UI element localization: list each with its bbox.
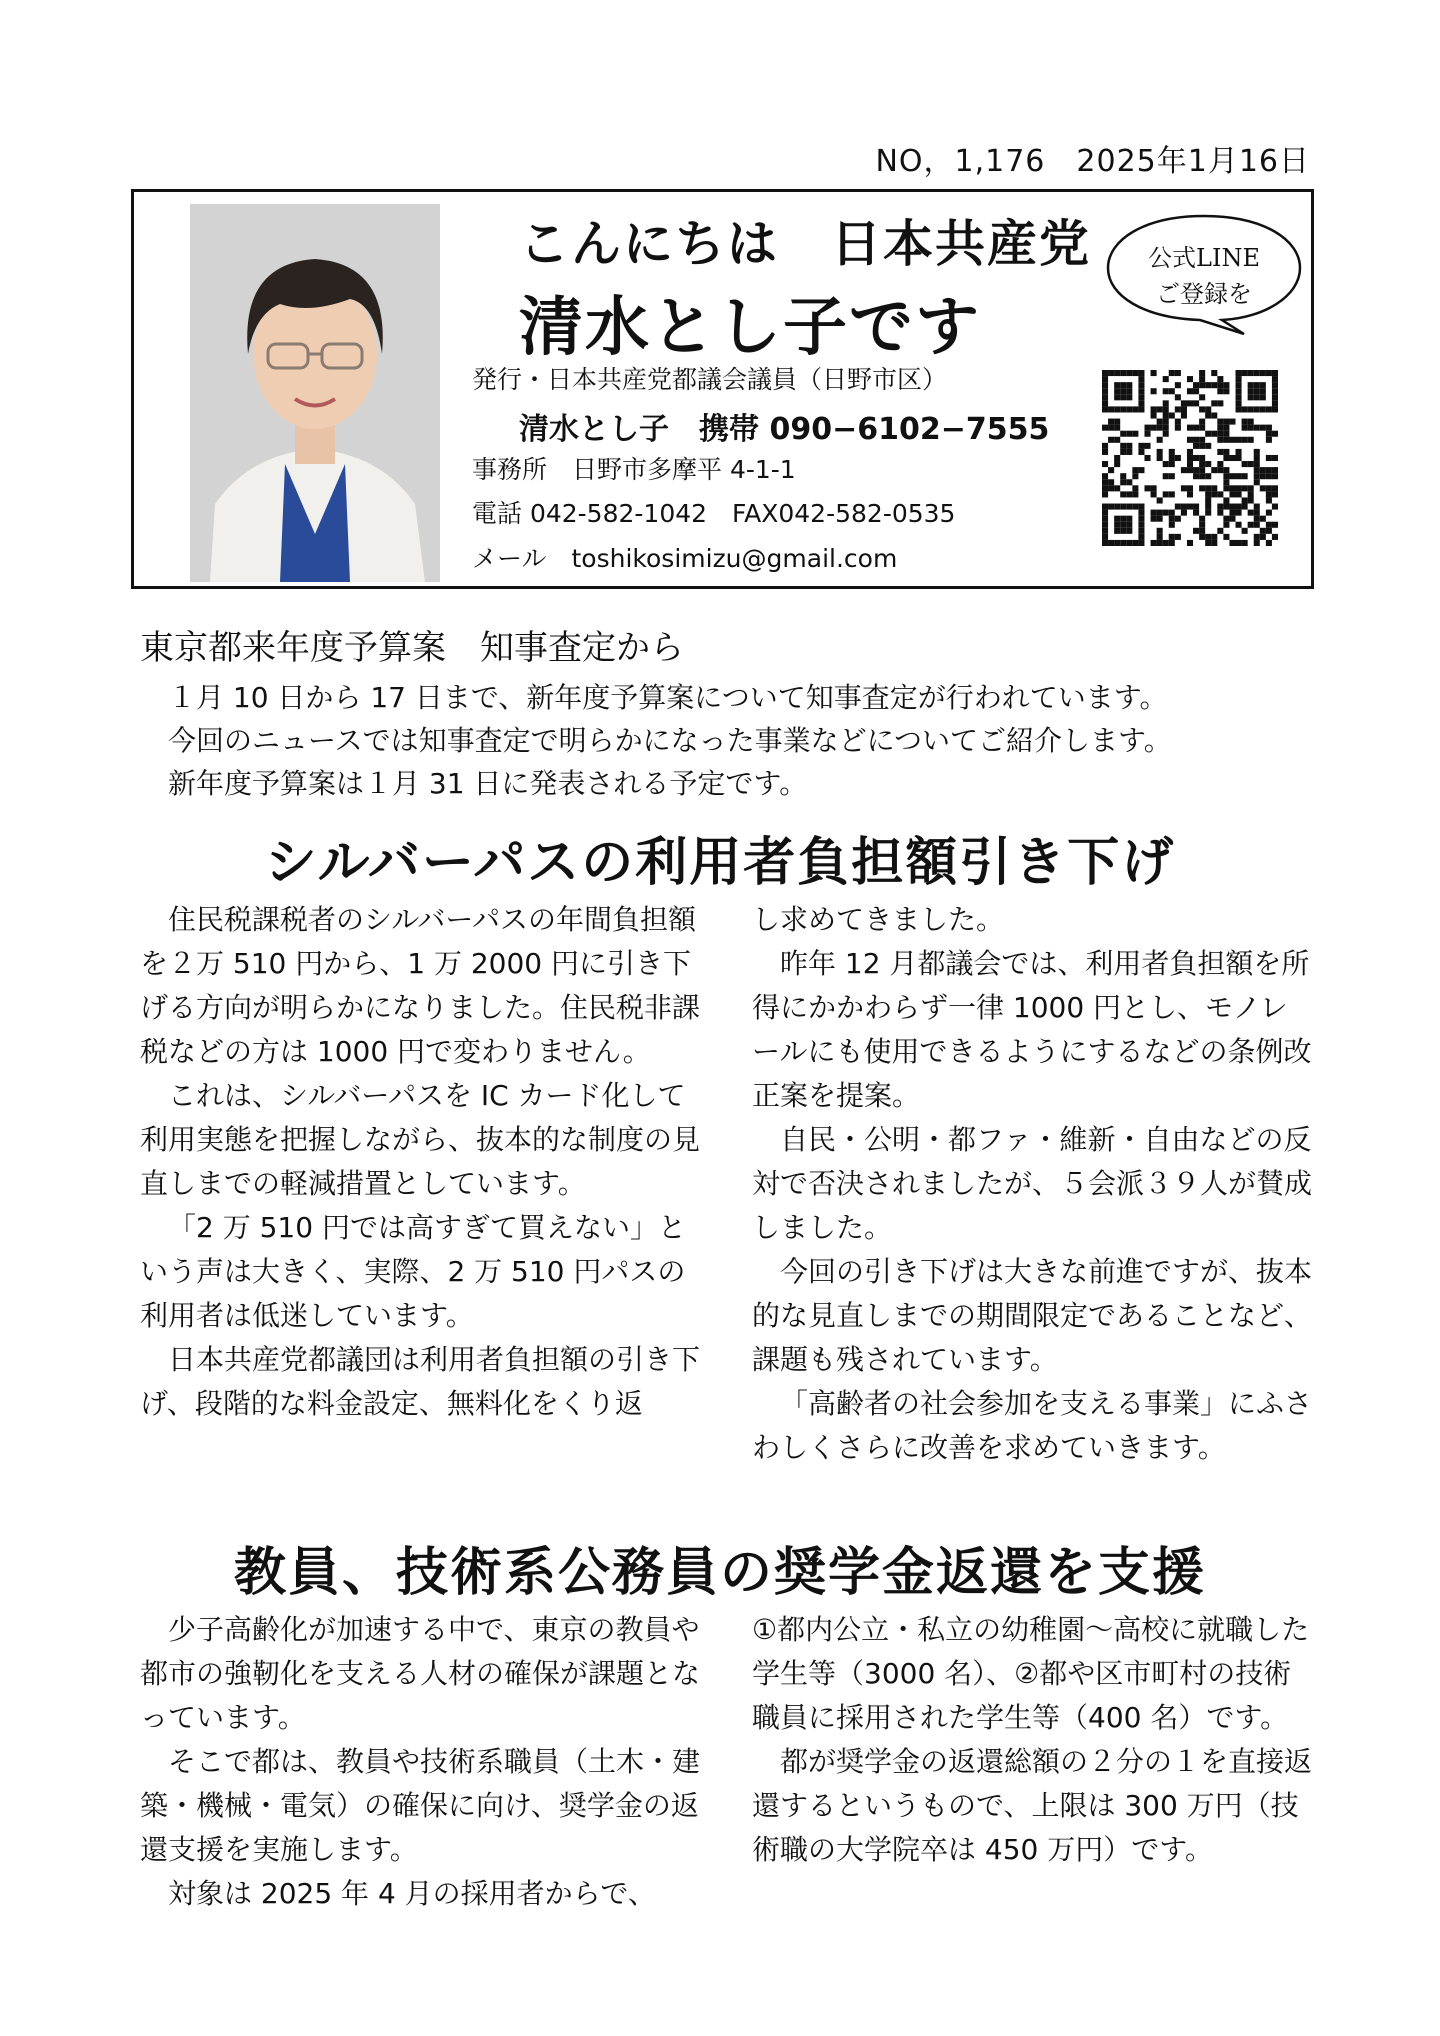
office-address: 事務所 日野市多摩平 4-1-1 bbox=[472, 455, 796, 484]
qr-code[interactable] bbox=[1102, 370, 1278, 546]
portrait-illustration bbox=[190, 204, 440, 582]
article1-right-continuation: し求めてきました。 bbox=[752, 903, 1005, 936]
header-box bbox=[131, 189, 1314, 589]
intro-text bbox=[140, 676, 1172, 805]
article2-right-continuation: ①都内公立・私立の幼稚園〜高校に就職した学生等（3000 名）、②都や区市町村の技術職員に採用された学生等（400 名）です。 bbox=[752, 1613, 1310, 1734]
greeting-title: こんにちは 日本共産党 bbox=[519, 215, 1091, 273]
article1-headline: シルバーパスの利用者負担額引き下げ bbox=[264, 833, 1176, 893]
qr-code-icon bbox=[1102, 370, 1278, 546]
article1-left-para-3: 「2 万 510 円では高すぎて買えない」という声は大きく、実際、2 万 510 円パスの利用者は低迷しています。 bbox=[140, 1211, 686, 1332]
article2-right-column bbox=[752, 1608, 1312, 1872]
article1-left-para-2: これは、シルバーパスを IC カード化して利用実態を把握しながら、抜本的な制度の見直しまでの軽減措置としています。 bbox=[140, 1079, 701, 1200]
article2-left-para-1: 少子高齢化が加速する中で、東京の教員や都市の強靭化を支える人材の確保が課題となっています。 bbox=[140, 1613, 701, 1734]
article2-left-para-3: 対象は 2025 年 4 月の採用者からで、 bbox=[168, 1877, 656, 1910]
email-line: メール toshikosimizu@gmail.com bbox=[472, 544, 898, 573]
article1-right-para-2: 自民・公明・都ファ・維新・自由などの反対で否決されましたが、５会派３９人が賛成しました。 bbox=[752, 1123, 1313, 1244]
intro-line-2: 今回のニュースでは知事査定で明らかになった事業などについてご紹介します。 bbox=[168, 724, 1172, 757]
article2-right-para-1: 都が奨学金の返還総額の２分の１を直接返還するというもので、上限は 300 万円（技術職の大学院卒は 450 万円）です。 bbox=[752, 1745, 1313, 1866]
line-bubble-text-1: 公式LINE bbox=[1148, 244, 1260, 272]
article1-left-para-4: 日本共産党都議団は利用者負担額の引き下げ、段階的な料金設定、無料化をくり返 bbox=[140, 1343, 701, 1420]
article2-headline: 教員、技術系公務員の奨学金返還を支援 bbox=[233, 1543, 1206, 1603]
article1-right-para-3: 今回の引き下げは大きな前進ですが、抜本的な見直しまでの期間限定であることなど、課題も残されています。 bbox=[752, 1255, 1313, 1376]
name-phone-line: 清水とし子 携帯 090−6102−7555 bbox=[519, 412, 1050, 447]
article1-right-para-4: 「高齢者の社会参加を支える事業」にふさわしくさらに改善を求めていきます。 bbox=[752, 1387, 1313, 1464]
article1-left-para-1: 住民税課税者のシルバーパスの年間負担額を２万 510 円から、1 万 2000 円に引き下げる方向が明らかになりました。住民税非課税などの方は 1000 円で変わりません。 bbox=[140, 903, 701, 1068]
section-title: 東京都来年度予算案 知事査定から bbox=[140, 628, 684, 668]
article2-left-column bbox=[140, 1608, 700, 1916]
line-speech-bubble bbox=[1104, 210, 1304, 325]
tel-fax-line: 電話 042-582-1042 FAX042-582-0535 bbox=[472, 499, 956, 528]
line-bubble-text-2: ご登録を bbox=[1156, 280, 1252, 308]
article1-right-para-1: 昨年 12 月都議会では、利用者負担額を所得にかかわらず一律 1000 円とし、モノレールにも使用できるようにするなどの条例改正案を提案。 bbox=[752, 947, 1312, 1112]
publisher-line: 発行・日本共産党都議会議員（日野市区） bbox=[472, 365, 948, 394]
article1-right-column bbox=[752, 898, 1312, 1470]
issue-number-date: NO，1,176 2025年1月16日 bbox=[875, 144, 1310, 179]
portrait-photo bbox=[190, 204, 440, 582]
intro-line-3: 新年度予算案は１月 31 日に発表される予定です。 bbox=[168, 767, 808, 800]
name-title: 清水とし子です bbox=[519, 291, 981, 365]
intro-line-1: １月 10 日から 17 日まで、新年度予算案について知事査定が行われています。 bbox=[168, 681, 1168, 714]
article1-left-column bbox=[140, 898, 700, 1426]
article2-left-para-2: そこで都は、教員や技術系職員（土木・建築・機械・電気）の確保に向け、奨学金の返還支援を実施します。 bbox=[140, 1745, 701, 1866]
